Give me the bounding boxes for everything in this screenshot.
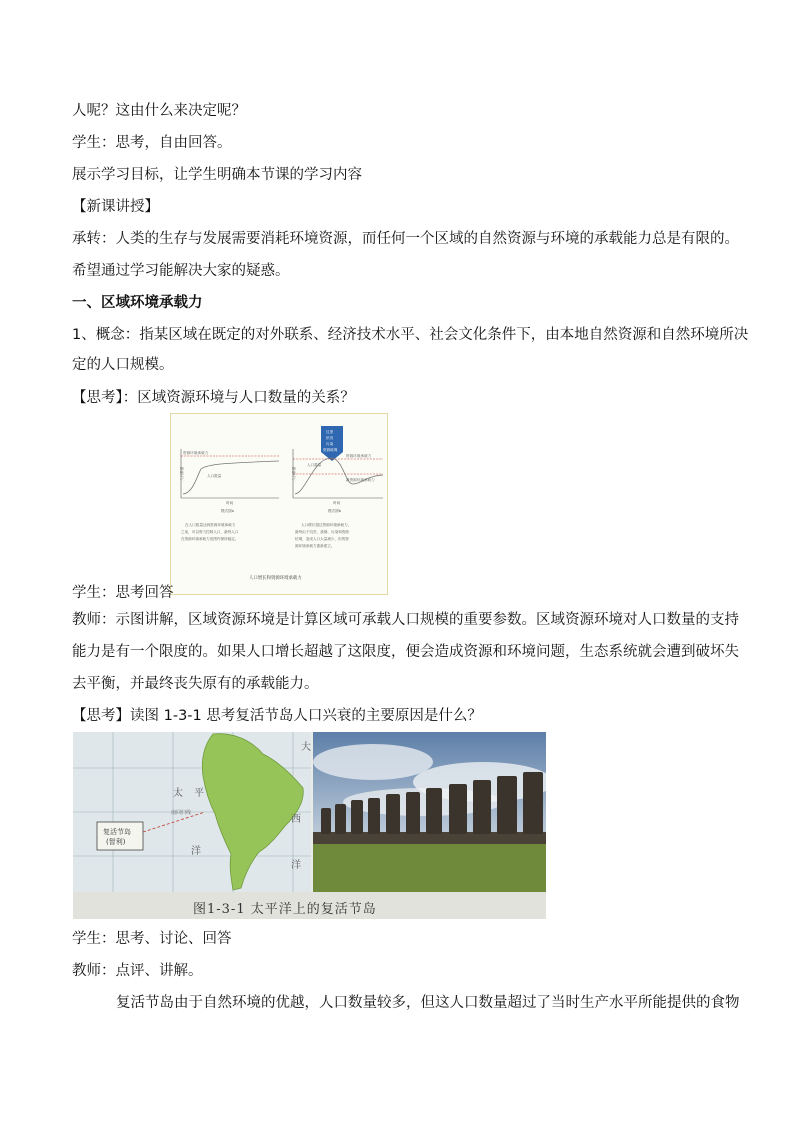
right-desc: 枯竭，造成人口大量减少，但的资 [295, 537, 349, 541]
text-line: 展示学习目标，让学生明确本节课的学习内容 [72, 167, 362, 183]
ocean-label: 洋 [191, 846, 201, 857]
south-america-map [73, 732, 311, 892]
text-line: 承转：人类的生存与发展需要消耗环境资源，而任何一个区域的自然资源与环境的承载能力总是有限的。 [72, 231, 739, 247]
figure-caption: 图1-3-1 太平洋上的复活节岛 [193, 902, 377, 917]
left-desc: 之前，可以势力控制人口，最终人口 [181, 530, 239, 534]
left-population-curve [183, 461, 279, 494]
ocean-label: 太 平 [173, 788, 209, 799]
text-line: 复活节岛由于自然环境的优越，人口数量较多，但这人口数量超过了当时生产水平所能提供的食物 [116, 995, 740, 1011]
right-factor: 污染 [326, 442, 334, 446]
easter-island-figure [73, 732, 546, 919]
right-factor: 过度 [326, 430, 334, 434]
continent-shape [202, 734, 303, 890]
text-line: 【思考】：区域资源环境与人口数量的关系？ [72, 390, 355, 406]
text-line: 【思考】读图 1-3-1 思考复活节岛人口兴衰的主要原因是什么？ [72, 708, 482, 724]
left-capacity-label: 资源环境承载力 [183, 451, 209, 455]
text-line: 定的人口规模。 [72, 357, 174, 373]
section-heading: 【新课讲授】 [72, 199, 159, 215]
map-label: 大 [301, 742, 311, 753]
text-line: 能力是有一个限度的。如果人口增长超越了这限度，便会造成资源和环境问题，生态系统就会遭到破坏失 [72, 644, 739, 660]
left-y-label: 人口数量 [180, 466, 184, 481]
right-sub-caption: 模式图b [328, 509, 342, 513]
left-x-label: 时间 [226, 501, 234, 505]
left-curve-label: 人口数量 [207, 474, 222, 478]
island-name: 复活节岛 [103, 828, 131, 836]
right-desc: 源环境承载力重新建立。 [295, 544, 335, 548]
figure-caption: 人口增长和资源环境承载力 [249, 576, 302, 581]
text-line: 学生：思考回答 [72, 585, 174, 601]
text-line: 教师：示图讲解，区域资源环境是计算区域可承载人口规模的重要参数。区域资源环境对人口数量的支持 [72, 612, 739, 628]
text-line: 去平衡，并最终丧失原有的承载能力。 [72, 676, 319, 692]
right-y-label: 人口数量 [292, 466, 296, 481]
right-desc: 人口增长超过资源环境承载力， [301, 523, 352, 527]
text-line: 学生：思考、讨论、回答 [72, 931, 232, 947]
right-factor: 资源耗竭 [323, 448, 338, 452]
text-line: 学生：思考，自由回答。 [72, 135, 232, 151]
left-desc: 在人口数量达到资源环境承载力 [185, 523, 236, 527]
latitude-label: 南回归线 [171, 810, 192, 816]
left-sub-caption: 模式图a [221, 509, 234, 513]
carrying-capacity-figure [170, 413, 388, 595]
right-x-label: 时间 [333, 501, 341, 505]
right-capacity-label: 资源环境承载力 [346, 454, 372, 458]
island-country: (智利) [106, 838, 126, 846]
text-line: 希望通过学习能解决大家的疑惑。 [72, 263, 290, 279]
text-line: 人呢？这由什么来决定呢？ [72, 103, 246, 119]
right-new-capacity-label: 新资源环境承载力 [346, 478, 375, 482]
map-label: 西 [291, 814, 301, 825]
map-label: 洋 [291, 860, 301, 871]
right-curve-label: 人口数量 [307, 463, 322, 467]
carrying-capacity-diagram [171, 414, 387, 594]
right-factor: 砍伐 [326, 436, 334, 440]
moai-photo [313, 732, 546, 892]
section-title: 一、区域环境承载力 [72, 295, 203, 311]
text-line: 教师：点评、讲解。 [72, 963, 203, 979]
left-desc: 在资源环境承载力范围内保持稳定。 [181, 537, 239, 541]
right-desc: 最终由于饥荒、战祸、污染和资源 [295, 530, 349, 534]
text-line: 1、概念：指某区域在既定的对外联系、经济技术水平、社会文化条件下，由本地自然资源和自然环境所决 [72, 327, 749, 343]
